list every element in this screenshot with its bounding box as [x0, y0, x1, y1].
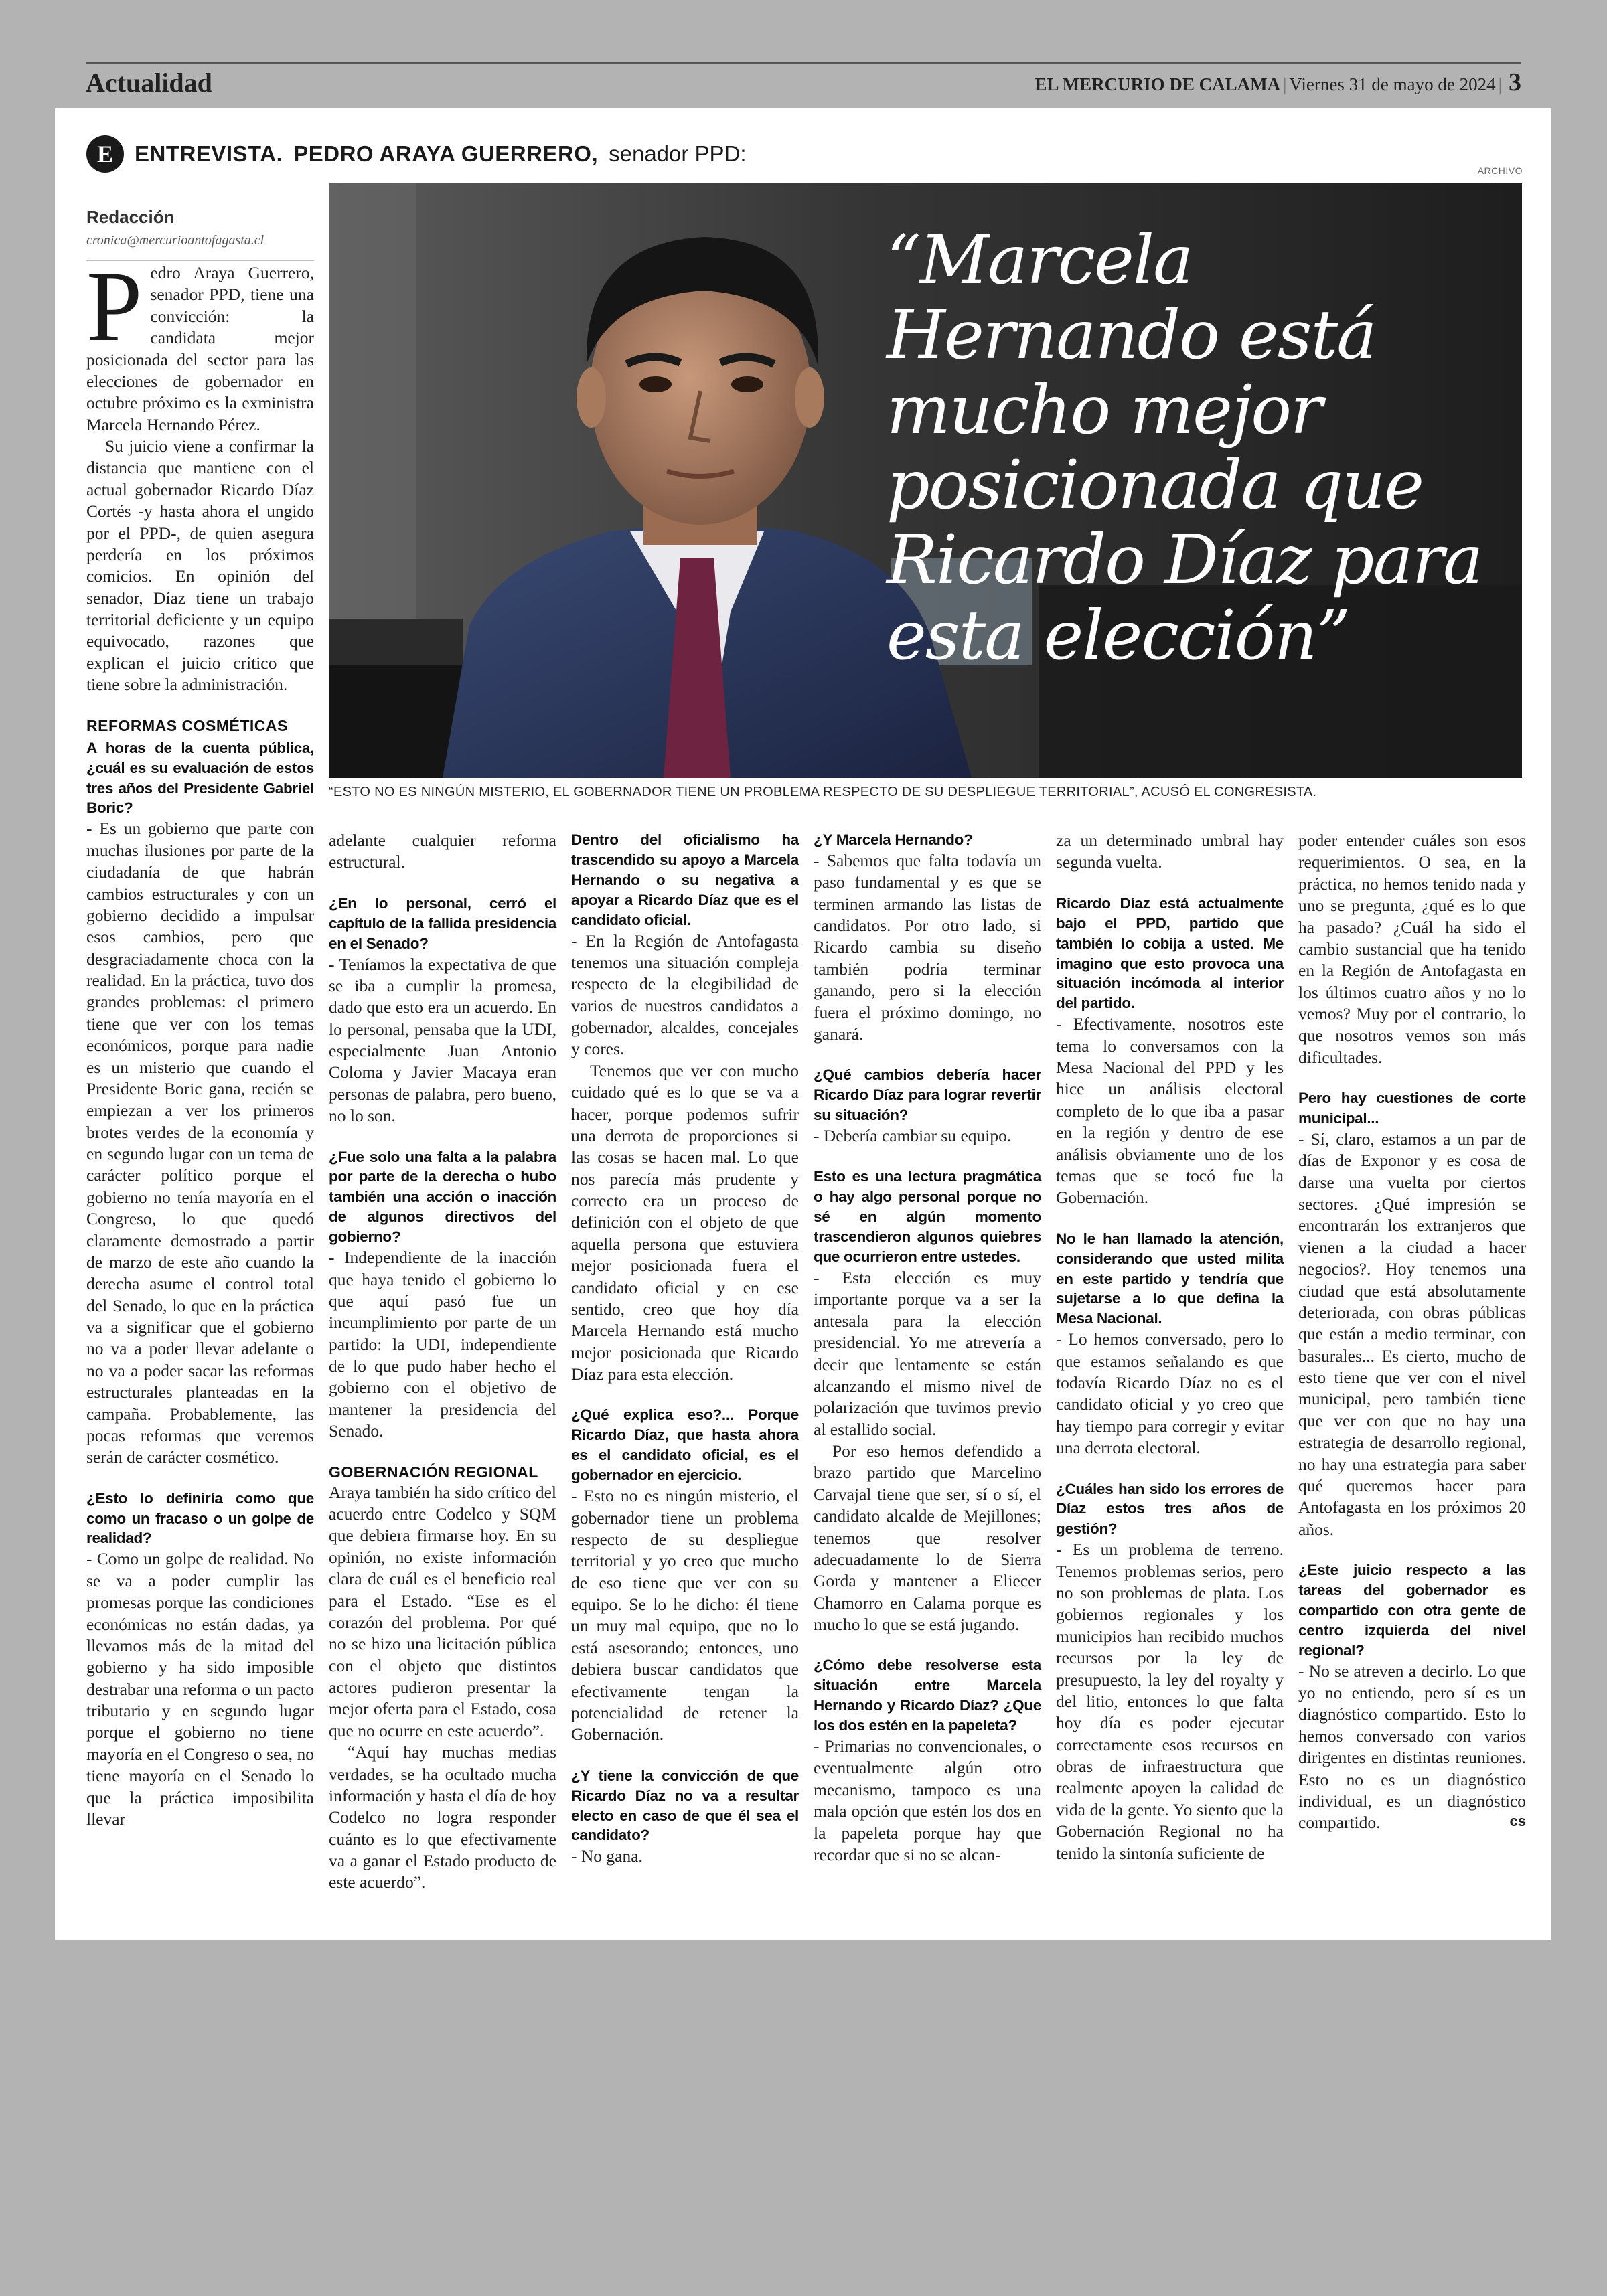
answer: - Sí, claro, estamos a un par de días de Exponor y es cosa de darse una vuelta por ciertos sectores. ¿Qué impresión se encontrarán los extranjeros que vienen a la ciudad a hacer negocios?. Hoy tenemos una ciudad que está absolutamente deteriorada, con obras públicas que están a medio terminar, con basurales... Es cierto, mucho de esto tiene que ver con el nivel municipal, pero también tiene que ver con que no hay una estrategia de desarrollo regional, no hay una estrategia para saber qué queremos hacer para Antofagasta en los próximos 20 años.: [1298, 1129, 1526, 1539]
kicker-name: PEDRO ARAYA GUERRERO,: [293, 141, 599, 166]
question: ¿Qué explica eso?... Porque Ricardo Díaz, que hasta ahora es el candidato oficial, es el gobernador en ejercicio.: [571, 1406, 799, 1484]
answer: - No se atreven a decirlo. Lo que yo no entiendo, pero sí es un diagnóstico compartido. Esto lo hemos conversado con varios dirigentes en distintas reuniones. Esto no es un diagnóstico individual, es un diagnóstico compartido. cs: [1298, 1661, 1526, 1833]
section-title: Actualidad: [86, 67, 212, 98]
answer: - Teníamos la expectativa de que se iba a cumplir la promesa, dado que esto era un acuerdo. En lo personal, pensaba que la UDI, especialmente Juan Antonio Coloma y Javier Macaya eran personas de palabra, pero bueno, no lo son.: [329, 954, 556, 1126]
end-mark-icon: cs: [1509, 1813, 1526, 1830]
photo-caption: “ESTO NO ES NINGÚN MISTERIO, EL GOBERNADOR TIENE UN PROBLEMA RESPECTO DE SU DESPLIEGUE TERRITORIAL”, ACUSÓ EL CONGRESISTA.: [329, 785, 1317, 799]
answer: - Debería cambiar su equipo.: [814, 1126, 1012, 1146]
question: ¿Y Marcela Hernando?: [814, 831, 973, 848]
article-page: [55, 108, 1551, 1940]
column-1: [86, 251, 314, 1830]
column-3: [571, 830, 799, 1868]
kicker-label: ENTREVISTA.: [135, 141, 283, 166]
page-number: 3: [1509, 68, 1521, 96]
lead-paragraph: Pedro Araya Guerrero, senador PPD, tiene una convicción: la candidata mejor posicionada del sector para las elecciones de gobernador en octubre próximo es la exministra Marcela Hernando Pérez.: [86, 251, 314, 434]
answer: - Es un problema de terreno. Tenemos problemas serios, pero no son problemas de plata. Los gobiernos regionales y los municipios han recibido muchos recursos por la ley de presupuesto, la ley del royalty y del litio, entonces lo que falta hoy día es poder ejecutar correctamente esos recursos en obras de infraestructura que realmente apoyen la calidad de vida de la gente. Yo siento que la Gobernación Regional no ha tenido la sintonía suficiente de: [1056, 1540, 1284, 1863]
question: ¿Qué cambios debería hacer Ricardo Díaz para lograr revertir su situación?: [814, 1066, 1041, 1124]
masthead: [1035, 68, 1521, 97]
masthead-separator: |: [1498, 74, 1502, 94]
paragraph: Tenemos que ver con mucho cuidado qué es lo que se va a hacer, porque podemos sufrir una derrota de proporciones si las cosas se hacen mal. Lo que nos parecía más prudente y correcto era un proceso de definición con el objeto de que aquella persona que estuviera mejor posicionada fuera el candidato oficial y en ese sentido, creo que hoy día Marcela Hernando está mucho mejor posicionada que Ricardo Díaz para esta elección.: [571, 1060, 799, 1384]
answer: - Efectivamente, nosotros este tema lo conversamos con la Mesa Nacional del PPD y les hice un análisis electoral completo de lo que iba a pasar en la región y dentro de ese análisis obviamente uno de los temas que se tocó fue la Gobernación.: [1056, 1014, 1284, 1208]
question: ¿Cómo debe resolverse esta situación entre Marcela Hernando y Ricardo Díaz? ¿Que los dos estén en la papeleta?: [814, 1657, 1041, 1734]
question: ¿Esto lo definiría como que como un fracaso o un golpe de realidad?: [86, 1489, 314, 1547]
column-4: [814, 830, 1041, 1866]
question: ¿Fue solo una falta a la palabra por parte de la derecha o hubo también una acción o inacción de algunos directivos del gobierno?: [329, 1148, 556, 1246]
column-2: [329, 830, 556, 1894]
answer: - Sabemos que falta todavía un paso fundamental y es que se terminen armando las listas de candidatos. Por otro lado, si Ricardo cambia su diseño también podría terminar ganando, pero si la elección fuera el próximo domingo, no ganará.: [814, 850, 1041, 1044]
question: ¿Cuáles han sido los errores de Díaz estos tres años de gestión?: [1056, 1480, 1284, 1538]
question: Esto es una lectura pragmática o hay algo personal porque no sé en algún momento trascendieron algunos quiebres que ocurrieron entre ustedes.: [814, 1168, 1041, 1266]
answer: - Independiente de la inacción que haya tenido el gobierno lo que aquí pasó fue un incumplimiento por parte de un partido: la UDI, independiente de lo que pudo haber hecho el gobierno con el objetivo de mantener la presidencia del Senado.: [329, 1248, 556, 1441]
photo-credit: ARCHIVO: [1477, 165, 1523, 176]
page-header: [86, 62, 1521, 101]
author: Redacción: [86, 207, 175, 227]
interview-badge-icon: E: [86, 135, 124, 173]
question: A horas de la cuenta pública, ¿cuál es su evaluación de estos tres años del Presidente Gabriel Boric?: [86, 739, 314, 817]
question: Pero hay cuestiones de corte municipal...: [1298, 1090, 1526, 1127]
answer: - Primarias no convencionales, o eventualmente algún otro mecanismo, tampoco es una mala opción que estén los dos en la papeleta porque hay que recordar que si no se alcan-: [814, 1736, 1041, 1864]
question: ¿En lo personal, cerró el capítulo de la fallida presidencia en el Senado?: [329, 894, 556, 952]
answer-continued: za un determinado umbral hay segunda vuelta.: [1056, 831, 1284, 872]
masthead-separator: |: [1283, 74, 1287, 94]
paragraph: Por eso hemos defendido a brazo partido que Marcelino Carvajal tiene que ser, sí o sí, el candidato alcalde de Mejillones; tenemos que resolver adecuadamente lo de Sierra Gorda y mantener a Eliecer Chamorro en Calama porque es mucho lo que se está jugando.: [814, 1441, 1041, 1635]
drop-cap: P: [86, 251, 143, 362]
question: ¿Y tiene la convicción de que Ricardo Díaz no va a resultar electo en caso de que él sea el candidato?: [571, 1767, 799, 1844]
answer: - Lo hemos conversado, pero lo que estamos señalando es que todavía Ricardo Díaz no es el candidato oficial y yo creo que hay tiempo para corregir y evitar una derrota electoral.: [1056, 1329, 1284, 1458]
answer: - En la Región de Antofagasta tenemos una situación compleja respecto de la elegibilidad de varios de nuestros candidatos a gobernador, alcaldes, concejales y cores.: [571, 930, 799, 1059]
answer-continued: poder entender cuáles son esos requerimientos. O sea, en la práctica, no hemos tenido nada y uno se pregunta, ¿qué es lo que ha pasado? ¿Cuál ha sido el cambio sustancial que ha tenido en la Región de Antofagasta en los últimos cuatro años y no lo vemos? Muy por el contrario, lo que nosotros vemos son más dificultades.: [1298, 831, 1526, 1067]
question: No le han llamado la atención, considerando que usted milita en este partido y tendría que sujetarse a lo que defina la Mesa Nacional.: [1056, 1230, 1284, 1327]
answer: - Como un golpe de realidad. No se va a poder cumplir las promesas porque las condiciones económicas no están dadas, ya llevamos más de la mitad del gobierno y ha sido imposible destrabar una reforma o un pacto tributario y en segundo lugar porque el gobierno no tiene mayoría en el Congreso o sea, no tiene mayoría en el Senado lo que la práctica imposibilita llevar: [86, 1549, 314, 1829]
question: ¿Este juicio respecto a las tareas del gobernador es compartido con otra gente de centro izquierda del nivel regional?: [1298, 1562, 1526, 1659]
column-6: [1298, 830, 1526, 1834]
question: Dentro del oficialismo ha trascendido su apoyo a Marcela Hernando o su negativa a apoyar a Ricardo Díaz que es el candidato oficial.: [571, 831, 799, 928]
subhead-gobernacion: GOBERNACIÓN REGIONAL: [329, 1463, 538, 1481]
column-5: [1056, 830, 1284, 1864]
answer: - No gana.: [571, 1846, 643, 1866]
paragraph: “Aquí hay muchas medias verdades, se ha ocultado mucha información y hasta el día de hoy Codelco no logra responder cuánto es lo que efectivamente va a ganar el Estado producto de este acuerdo”.: [329, 1742, 556, 1892]
question: Ricardo Díaz está actualmente bajo el PPD, partido que también lo cobija a usted. Me imagino que esto provoca una situación incómoda al interior del partido.: [1056, 894, 1284, 1012]
kicker-role: senador PPD:: [609, 141, 747, 166]
answer: - Esta elección es muy importante porque va a ser la antesala para la elección presidencial. Yo me atrevería a decir que lentamente se están alcanzando el mismo nivel de polarización que tuvimos previo al estallido social.: [814, 1268, 1041, 1439]
answer: - Es un gobierno que parte con muchas ilusiones por parte de la ciudadanía de que habrán cambios estructurales y con un gobierno decidido a impulsar esos cambios, pero que desgraciadamente choca con la realidad. En la práctica, tuvo dos grandes problemas: el primero tiene que ver con los temas económicos, porque para nadie es un misterio que cuando el Presidente Boric gana, recién se empiezan a ver los primeros brotes verdes de la economía y en segundo lugar con un tema de carácter político porque el gobierno no tenía mayoría en el Congreso, lo que quedó claramente demostrado a partir de marzo de este año cuando la derecha asume el control total del Senado, lo que en la práctica va a significar que el gobierno no va a poder llevar adelante o no va a poder sacar las reformas estructurales planteadas en la campaña. Probablemente, las pocas reformas que veremos serán de carácter cosmético.: [86, 819, 314, 1467]
issue-date: Viernes 31 de mayo de 2024: [1289, 74, 1496, 94]
author-email[interactable]: cronica@mercurioantofagasta.cl: [86, 233, 264, 248]
article-kicker: [86, 133, 747, 175]
headline: “Marcela Hernando está mucho mejor posicionada que Ricardo Díaz para esta elección”: [887, 220, 1482, 675]
subhead-reformas: REFORMAS COSMÉTICAS: [86, 716, 288, 734]
answer: - Esto no es ningún misterio, el gobernador tiene un problema respecto de su despliegue territorial y yo creo que mucho de eso tiene que ver con su equipo. Se lo he dicho: él tiene un muy mal equipo, que no lo está asesorando; entonces, uno debiera buscar candidatos que efectivamente tengan la potencialidad de retener la Gobernación.: [571, 1486, 799, 1744]
newspaper-name: EL MERCURIO DE CALAMA: [1035, 74, 1281, 94]
lead-paragraph-2: Su juicio viene a confirmar la distancia que mantiene con el actual gobernador Ricardo Díaz Cortés -y hasta ahora el ungido por el PPD-, de quien asegura perdería en los próximos comicios. En opinión del senador, Díaz tiene un trabajo territorial deficiente y un equipo equivocado, razones que explican el juicio crítico que tiene sobre la administración.: [86, 436, 314, 695]
answer-continued: adelante cualquier reforma estructural.: [329, 831, 556, 872]
paragraph: Araya también ha sido crítico del acuerdo entre Codelco y SQM que debiera firmarse hoy. En su opinión, no existe información clara de cuál es el beneficio real para el Estado. “Ese es el corazón del problema. Por qué no se hizo una licitación pública con el objeto que distintos actores pudieron presentar la mejor oferta para el Estado, cosa que no ocurre en este acuerdo”.: [329, 1482, 556, 1740]
